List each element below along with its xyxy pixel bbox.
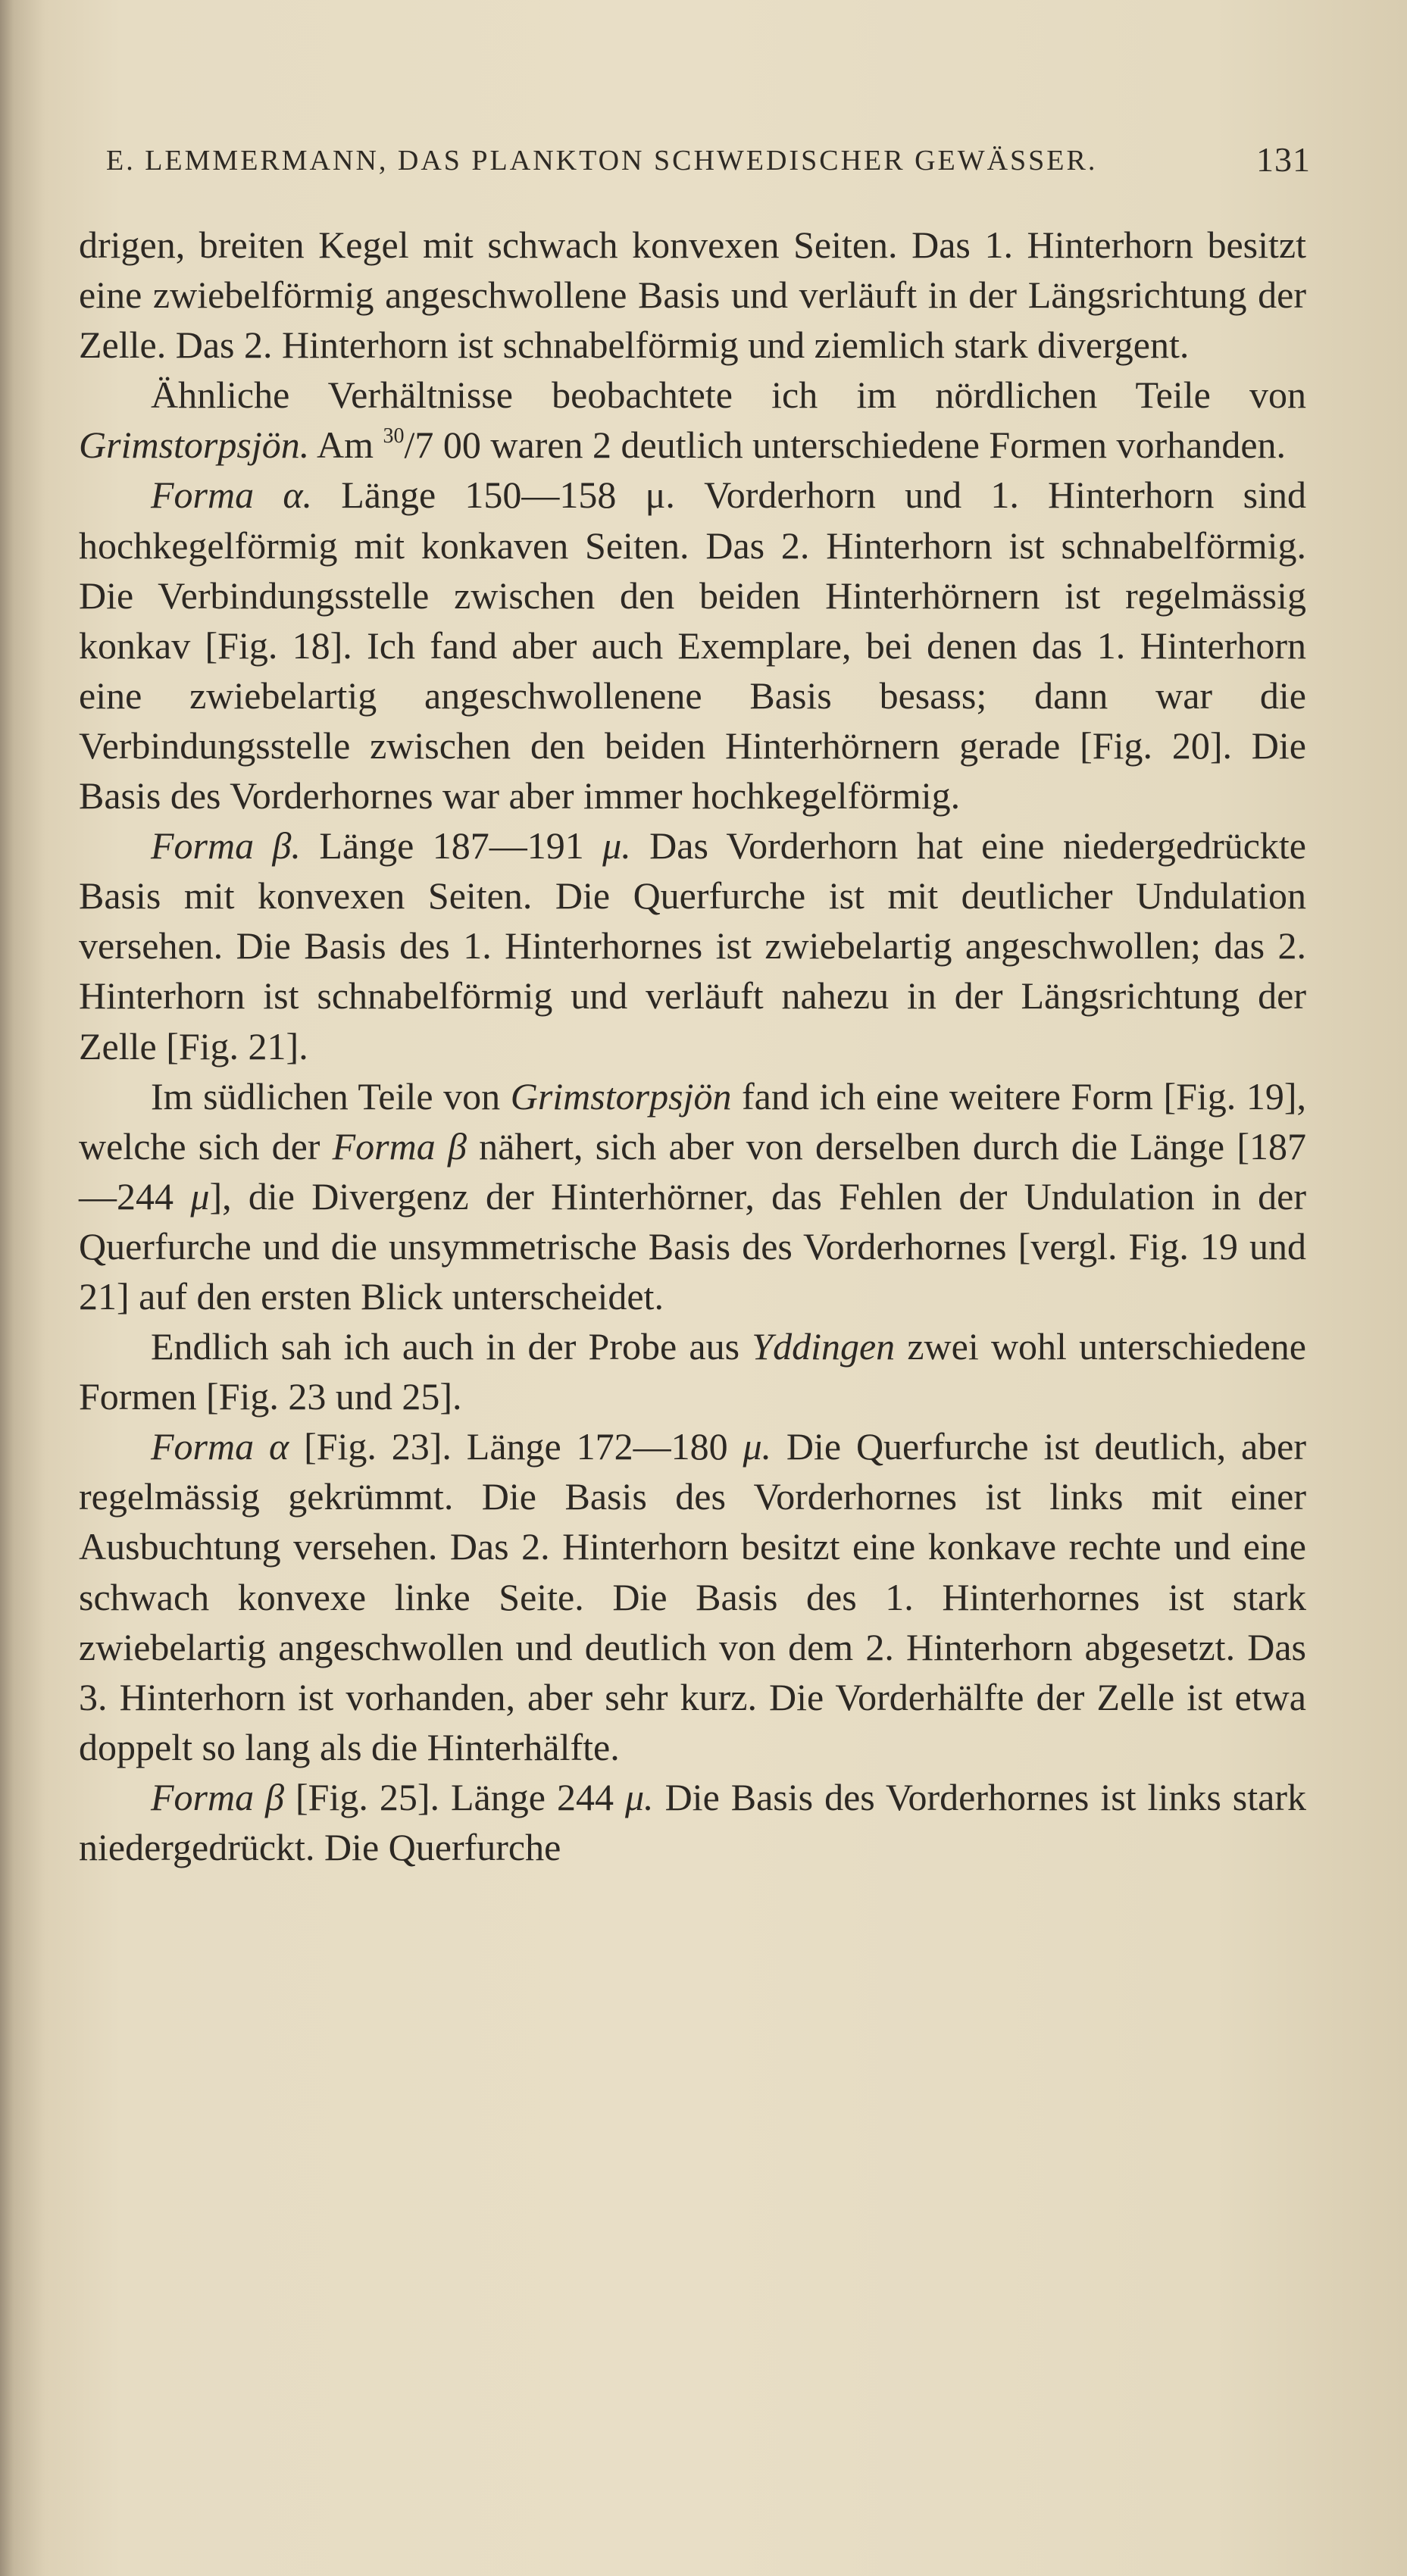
running-title: E. LEMMERMANN, DAS PLANKTON SCHWEDISCHER GEWÄSSER. — [106, 145, 1098, 177]
text-segment: Im südlichen Teile von — [151, 1074, 511, 1118]
text-segment: 30 — [383, 424, 405, 449]
body-text — [79, 220, 1306, 1872]
text-segment: drigen, breiten Kegel mit schwach konvexen Seiten. Das 1. Hinterhorn besitzt eine zwiebelförmig angeschwollene Basis und verläuft in der Längsrichtung der Zelle. Das 2. Hinterhorn ist schnabelförmig und ziemlich stark divergent. — [79, 224, 1306, 367]
paragraph-p8 — [79, 1772, 1306, 1872]
text-segment: μ. — [743, 1425, 772, 1468]
paragraph-p1 — [79, 220, 1306, 370]
text-segment: Das Vorderhorn hat eine niedergedrückte Basis mit konvexen Seiten. Die Querfurche ist mit deutlicher Undulation versehen. Die Basis des 1. Hinterhornes ist zwiebelartig angeschwollen; das 2. Hinterhorn ist schnabelförmig und verläuft nahezu in der Längsrichtung der Zelle [Fig. 21]. — [79, 824, 1306, 1068]
page-number: 131 — [1256, 140, 1311, 179]
page-header — [106, 140, 1311, 189]
text-segment: Länge 150—158 μ. Vorderhorn und 1. Hinterhorn sind hochkegelförmig mit konkaven Seiten. Das 2. Hinterhorn ist schnabelförmig. Die Verbindungsstelle zwischen den beiden Hinterhörnern ist regelmässig konkav [Fig. 18]. Ich fand aber auch Exemplare, bei denen das 1. Hinterhorn eine zwiebelartig angeschwollenene Basis besass; dann war die Verbindungsstelle zwischen den beiden Hinterhörnern gerade [Fig. 20]. Die Basis des Vorderhornes war aber immer hochkegelförmig. — [79, 474, 1306, 818]
text-segment: Länge 187—191 — [300, 824, 603, 868]
text-segment: ], die Divergenz der Hinterhörner, das Fehlen der Undulation in der Querfurche und die unsymmetrische Basis des Vorderhornes [vergl. Fig. 19 und 21] auf den ersten Blick unterscheidet. — [79, 1174, 1307, 1318]
paragraph-p5 — [79, 1071, 1306, 1321]
text-segment: Grimstorpsjön — [510, 1074, 732, 1118]
text-segment: Forma β. — [151, 824, 301, 868]
text-segment: Forma α — [151, 1425, 289, 1468]
text-segment: μ. — [602, 824, 631, 868]
text-segment: Die Basis des Vorderhornes ist links stark niedergedrückt. Die Querfurche — [79, 1775, 1306, 1868]
text-segment: [Fig. 23]. Länge 172—180 — [289, 1425, 743, 1468]
text-segment: Forma β — [151, 1775, 285, 1818]
paragraph-p4 — [79, 821, 1306, 1071]
paragraph-p2 — [79, 370, 1306, 470]
text-segment: Ähnliche Verhältnisse beobachtete ich im nördlichen Teile von — [151, 374, 1306, 417]
text-segment: μ. — [624, 1775, 654, 1818]
text-segment: nähert, sich aber von derselben durch die Länge [187—244 — [79, 1124, 1306, 1218]
text-segment: Forma α. — [151, 474, 313, 517]
paragraph-p6 — [79, 1321, 1306, 1421]
text-segment: Grimstorpsjön. — [79, 424, 310, 467]
text-segment: Am — [309, 424, 383, 467]
text-segment: [Fig. 25]. Länge 244 — [284, 1775, 625, 1818]
text-segment: zwei wohl unterschiedene Formen [Fig. 23 und 25]. — [79, 1325, 1307, 1418]
text-segment: Yddingen — [752, 1325, 896, 1368]
paragraph-p7 — [79, 1421, 1306, 1772]
text-segment: fand ich eine weitere Form [Fig. 19], welche sich der — [79, 1074, 1307, 1168]
paragraph-p3 — [79, 470, 1306, 821]
text-segment: μ — [190, 1174, 210, 1218]
text-segment: Die Querfurche ist deutlich, aber regelmässig gekrümmt. Die Basis des Vorderhornes ist links mit einer Ausbuchtung versehen. Das 2. Hinterhorn besitzt eine konkave rechte und eine schwach konvexe linke Seite. Die Basis des 1. Hinterhornes ist stark zwiebelartig angeschwollen und deutlich von dem 2. Hinterhorn abgesetzt. Das 3. Hinterhorn ist vorhanden, aber sehr kurz. Die Vorderhälfte der Zelle ist etwa doppelt so lang als die Hinterhälfte. — [79, 1425, 1306, 1768]
text-segment: Endlich sah ich auch in der Probe aus — [151, 1325, 752, 1368]
text-segment: Forma β — [332, 1124, 467, 1168]
text-segment: /7 00 waren 2 deutlich unterschiedene Formen vorhanden. — [404, 424, 1287, 467]
